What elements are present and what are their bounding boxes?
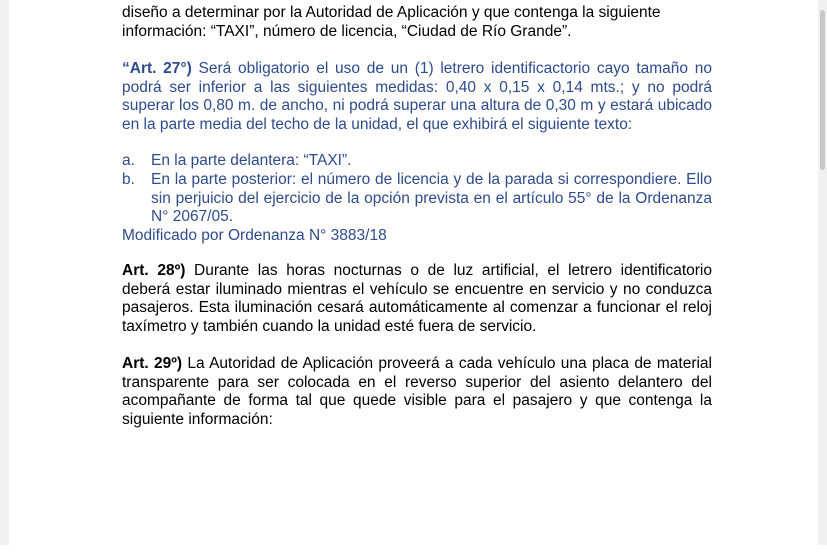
article-29-text: La Autoridad de Aplicación proveerá a cada vehículo una placa de material transparente para ser colocada en el reverso superior del asiento delantero del acompañante de forma tal que quede visible para el pasajero y que contenga la siguiente información: <box>122 355 712 428</box>
intro-line-1: diseño a determinar por la Autoridad de Aplicación y que contenga la siguiente <box>122 4 661 21</box>
list-item <box>122 171 712 227</box>
intro-line-2: información: “TAXI”, número de licencia, “Ciudad de Río Grande”. <box>122 22 572 40</box>
article-28-heading: Art. 28º) <box>122 262 186 279</box>
list-item-text: En la parte delantera: “TAXI”. <box>151 152 352 169</box>
article-29-paragraph <box>122 355 712 429</box>
list-item-marker: b. <box>122 171 135 188</box>
article-28-text: Durante las horas nocturnas o de luz artificial, el letrero identificatorio deberá estar iluminado mientras el vehículo se encuentre en servicio y no conduzca pasajeros. Esta iluminación cesará automáticamente al comenzar a funcionar el reloj taxímetro y también cuando la unidad esté fuera de servicio. <box>122 262 712 335</box>
article-27-text: Será obligatorio el uso de un (1) letrero identificactorio cayo tamaño no podrá ser inferior a las siguientes medidas: 0,40 x 0,15 x 0,14 mts.; y no podrá superar los 0,80 m. de ancho, ni podrá superar una altura de 0,30 m y estará ubicado en la parte media del techo de la unidad, el que exhibirá el siguiente texto: <box>122 60 712 133</box>
list-item-marker: a. <box>122 152 135 169</box>
amendment-note-wrap <box>122 227 712 246</box>
article-29-heading: Art. 29º) <box>122 355 183 372</box>
intro-paragraph <box>122 4 712 41</box>
amendment-note: Modificado por Ordenanza N° 3883/18 <box>122 227 387 244</box>
article-27-heading: “Art. 27°) <box>122 60 192 77</box>
list-item-text: En la parte posterior: el número de licencia y de la parada si correspondiere. Ello sin perjuicio del ejercicio de la opción prevista en el artículo 55° de la Ordenanza N° 2067/05. <box>151 171 712 226</box>
article-27-paragraph <box>122 60 712 134</box>
list-item <box>122 152 712 171</box>
article-28-paragraph <box>122 262 712 336</box>
